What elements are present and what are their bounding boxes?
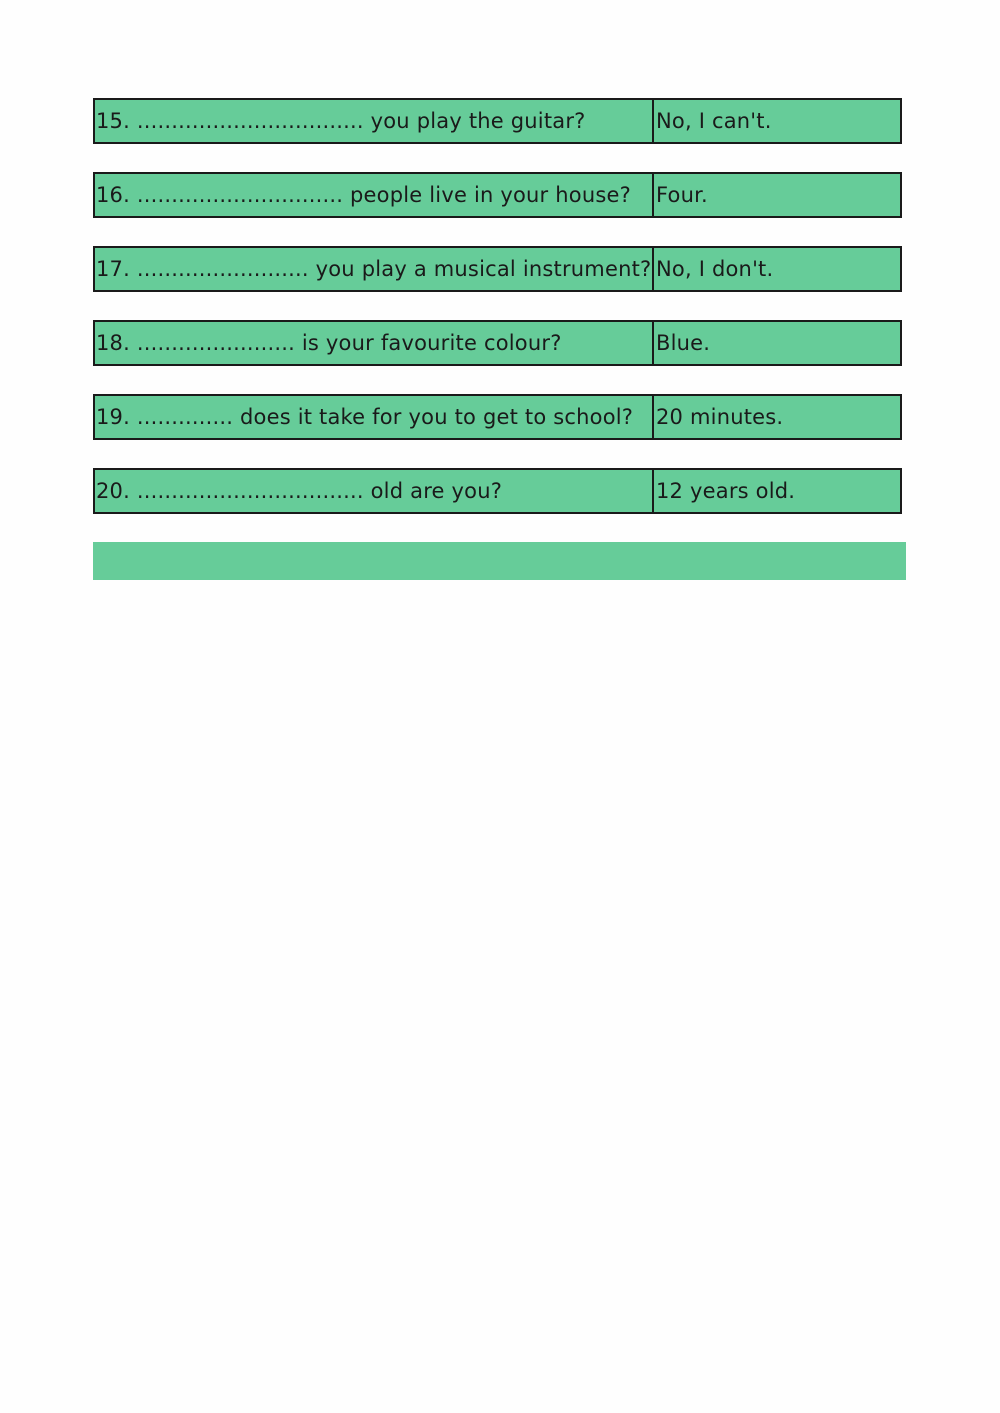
qa-row-18[interactable]	[93, 320, 902, 366]
worksheet	[93, 98, 905, 542]
empty-answer-bar[interactable]	[93, 542, 906, 580]
qa-row-17[interactable]	[93, 246, 902, 292]
question-18: 18. ....................... is your favourite colour?	[95, 322, 654, 364]
question-16: 16. .............................. people live in your house?	[95, 174, 654, 216]
qa-row-20[interactable]	[93, 468, 902, 514]
question-19: 19. .............. does it take for you to get to school?	[95, 396, 654, 438]
answer-19: 20 minutes.	[656, 405, 784, 429]
question-20: 20. ................................. old are you?	[95, 470, 654, 512]
question-15: 15. ................................. you play the guitar?	[95, 100, 654, 142]
question-17: 17. ......................... you play a musical instrument?	[95, 248, 654, 290]
qa-row-19[interactable]	[93, 394, 902, 440]
answer-18: Blue.	[656, 331, 711, 355]
answer-17: No, I don't.	[656, 257, 774, 281]
answer-15: No, I can't.	[656, 109, 772, 133]
answer-16: Four.	[656, 183, 708, 207]
answer-20: 12 years old.	[656, 479, 796, 503]
qa-row-16[interactable]	[93, 172, 902, 218]
qa-row-15[interactable]	[93, 98, 902, 144]
